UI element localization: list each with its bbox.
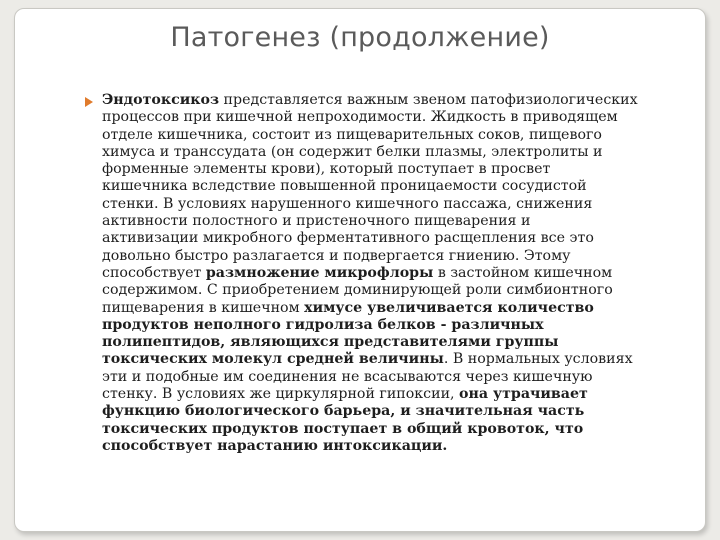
paragraph-line [102,300,677,317]
paragraph-line [102,196,677,213]
emphasized-text: она утрачивает [459,386,588,403]
text-run: эти и подобные им соединения не всасываются через кишечную [102,368,593,385]
paragraph-line [102,282,677,299]
text-run: процессов при кишечной непроходимости. Жидкость в приводящем [102,109,618,126]
paragraph-line [102,144,677,161]
emphasized-text: Эндотоксикоз [102,92,220,108]
emphasized-text: функцию биологического барьера, и значительная часть [102,403,585,420]
paragraph-line [102,369,677,386]
slide-title: Патогенез (продолжение) [170,22,550,53]
paragraph-line [102,351,677,368]
text-run: форменные элементы крови), который поступает в просвет [102,161,551,178]
paragraph-line [102,265,677,282]
paragraph-line [102,230,677,247]
emphasized-text: способствует нарастанию интоксикации. [102,437,448,454]
paragraph-line [102,92,677,109]
text-run: отделе кишечника, состоит из пищеварительных соков, пищевого [102,126,602,143]
paragraph-line [102,317,677,334]
text-run: довольно быстро разлагается и подвергается гниению. Этому [102,247,571,264]
text-run: способствует [102,264,206,281]
paragraph-line [102,213,677,230]
paragraph-line [102,178,677,195]
text-run: представляется важным звеном патофизиологических [219,92,638,108]
emphasized-text: продуктов неполного гидролиза белков - различных [102,316,544,333]
text-run: активности полостного и пристеночного пищеварения и [102,213,531,230]
paragraph-line [102,334,677,351]
paragraph-line [102,248,677,265]
paragraph-line [102,403,677,420]
emphasized-text: химусе увеличивается количество [304,299,594,316]
text-run: активизации микробного ферментативного расщепления все это [102,230,594,247]
emphasized-text: размножение микрофлоры [205,264,434,281]
text-run: стенку. В условиях же циркулярной гипоксии, [102,386,460,403]
text-run: в застойном кишечном [433,264,613,281]
bullet-icon [84,97,94,107]
text-run: кишечника вследствие повышенной проницаемости сосудистой [102,178,587,195]
slide-body-paragraph [102,92,677,455]
paragraph-line [102,161,677,178]
emphasized-text: токсических молекул средней величины [102,351,444,368]
text-run: . В нормальных условиях [443,351,633,368]
text-run: стенки. В условиях нарушенного кишечного пассажа, снижения [102,195,593,212]
text-run: химуса и транссудата (он содержит белки плазмы, электролиты и [102,143,603,160]
paragraph-line [102,109,677,126]
text-run: пищеварения в кишечном [102,299,305,316]
emphasized-text: токсических продуктов поступает в общий кровоток, что [102,420,584,437]
paragraph-line [102,386,677,403]
paragraph-line [102,127,677,144]
emphasized-text: полипептидов, являющихся представителями группы [102,334,559,351]
paragraph-line [102,421,677,438]
paragraph-line [102,438,677,455]
text-run: содержимом. С приобретением доминирующей роли симбионтного [102,282,613,299]
